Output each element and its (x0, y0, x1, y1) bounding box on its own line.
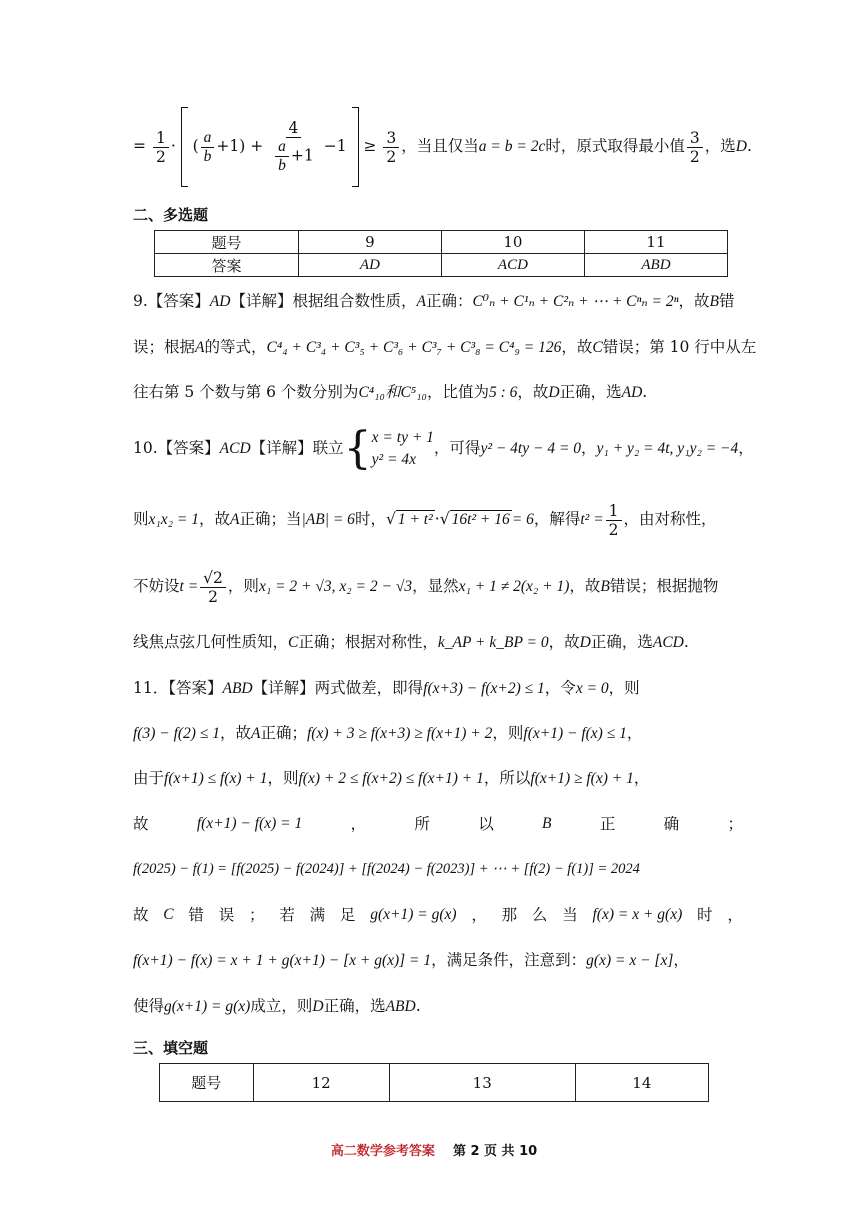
q10-line-4: 线焦点弦几何性质知，C正确；根据对称性，k_AP + k_BP = 0，故D正确，选ACD. (133, 633, 689, 651)
solution-8-ending: = $\frac{1}{2}$ · ( $\frac{a}{b}$ +1) + 4 $\frac{a}{b}$ +1 −1 ≥ $\frac{3}{2}$ ，当且仅当a = b = 2c时，原式取得最小值 $\frac{3}{2}$ ，选D. (133, 106, 752, 187)
q10-line-1: 10.【答案】ACD【详解】联立{ x = ty + 1 y² = 4x ，可得y² − 4ty − 4 = 0，y₁ + y₂ = 4t, y₁y₂ = −4， (133, 423, 754, 474)
page-footer (0, 1140, 868, 1159)
q9-line-3: 往右第 5 个数与第 6 个数分别为C⁴₁₀和C⁵₁₀，比值为5 : 6，故D正确，选AD. (133, 383, 648, 401)
footer-title: 高二数学参考答案 (330, 1144, 435, 1159)
answer-table-fill-blank (159, 1063, 709, 1102)
table-cell: 题号 (155, 231, 299, 254)
table-row (155, 254, 728, 277)
table-cell: ABD (584, 254, 727, 277)
q10-line-2: 则x₁x₂ = 1，故A正确；当|AB| = 6时，√ 1 + t² ·√ 16t² + 16 = 6，解得t² = $\frac{1}{2}$ ，由对称性， (133, 501, 717, 539)
q11-line-7: f(x+1) − f(x) = x + 1 + g(x+1) − [x + g(x)] = 1，满足条件，注意到：g(x) = x − [x]， (133, 951, 689, 969)
left-brace: { (343, 423, 372, 474)
right-bracket (352, 107, 359, 187)
table-cell: 题号 (160, 1064, 254, 1102)
table-row (160, 1064, 709, 1102)
table-cell: 13 (389, 1064, 575, 1102)
q11-line-4: 故 f(x+1) − f(x) = 1 ， 所 以 B 正 确 ； (133, 815, 743, 833)
table-cell: 14 (575, 1064, 708, 1102)
fraction-half: $\frac{1}{2}$ (153, 129, 169, 166)
table-row (155, 231, 728, 254)
answer-table-multiple-choice (154, 230, 728, 277)
q11-line-2: f(3) − f(2) ≤ 1，故A正确；f(x) + 3 ≥ f(x+3) ≥ f(x+1) + 2，则f(x+1) − f(x) ≤ 1， (133, 724, 643, 742)
equation-system: x = ty + 1 y² = 4x (371, 429, 434, 468)
table-cell: 10 (441, 231, 584, 254)
page-number: 第 2 页 共 10 (452, 1144, 538, 1159)
table-cell: AD (298, 254, 441, 277)
section-fill-blank-heading: 三、填空题 (133, 1039, 209, 1057)
q11-line-8: 使得g(x+1) = g(x)成立，则D正确，选ABD. (133, 997, 421, 1015)
fraction-a-over-b: $\frac{a}{b}$ (201, 129, 215, 166)
q11-line-6: 故 C 错 误 ； 若 满 足 g(x+1) = g(x) ， 那 么 当 f(x) = x + g(x) 时 ， (133, 906, 743, 924)
section-multiple-choice-heading: 二、多选题 (133, 206, 209, 224)
q11-line-3: 由于f(x+1) ≤ f(x) + 1，则f(x) + 2 ≤ f(x+2) ≤ f(x+1) + 1，所以f(x+1) ≥ f(x) + 1， (133, 769, 650, 787)
table-cell: 12 (253, 1064, 389, 1102)
table-cell: ACD (441, 254, 584, 277)
q11-line-5: f(2025) − f(1) = [f(2025) − f(2024)] + [f(2024) − f(2023)] + ⋯ + [f(2) − f(1)] = 2024 (133, 861, 640, 877)
left-bracket (181, 107, 188, 187)
table-cell: 9 (298, 231, 441, 254)
q11-line-1: 11．【答案】ABD【详解】两式做差，即得f(x+3) − f(x+2) ≤ 1，令x = 0，则 (133, 679, 640, 697)
q10-line-3: 不妨设t = $\frac{√2}{2}$ ，则x₁ = 2 + √3, x₂ = 2 − √3，显然x₁ + 1 ≠ 2(x₂ + 1)，故B错误；根据抛物 (133, 568, 719, 606)
q9-line-1: 9.【答案】AD【详解】根据组合数性质，A正确：C⁰ₙ + C¹ₙ + C²ₙ + ⋯ + Cⁿₙ = 2ⁿ，故B错 (133, 292, 735, 310)
fraction-four: 4 $\frac{a}{b}$ +1 (270, 119, 317, 175)
table-cell: 答案 (155, 254, 299, 277)
q9-line-2: 误；根据A的等式，C⁴₄ + C³₄ + C³₅ + C³₆ + C³₇ + C³₈ = C⁴₉ = 126，故C错误；第 10 行中从左 (133, 338, 757, 356)
table-cell: 11 (584, 231, 727, 254)
